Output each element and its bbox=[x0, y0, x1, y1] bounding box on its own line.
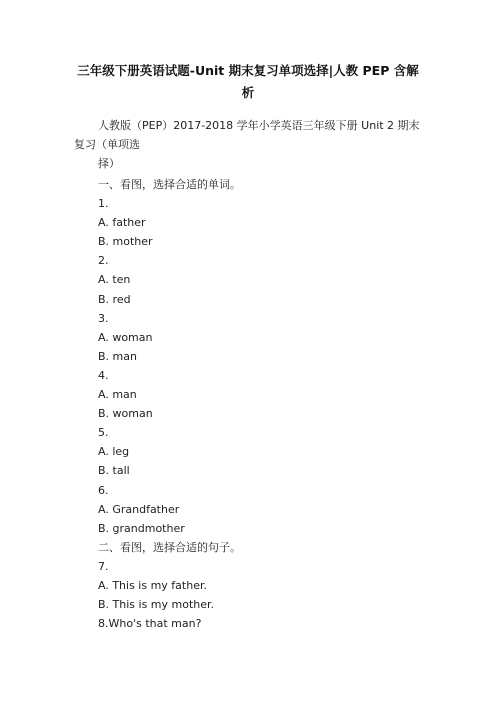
question-number: 4. bbox=[98, 368, 109, 382]
option-a: A. Grandfather bbox=[98, 502, 180, 516]
question-list bbox=[98, 175, 241, 633]
question-number: 5. bbox=[98, 426, 109, 440]
question-number: 1. bbox=[98, 197, 109, 211]
option-a: A. This is my father. bbox=[98, 578, 207, 592]
question-number: 3. bbox=[98, 311, 109, 325]
title-line-2: 析 bbox=[241, 85, 255, 100]
intro-line-3: 择） bbox=[98, 157, 120, 170]
intro-line-2: 复习（单项选 bbox=[74, 138, 140, 151]
title-line-1: 三年级下册英语试题-Unit 期末复习单项选择|人教 PEP 含解 bbox=[77, 63, 419, 78]
option-b: B. woman bbox=[98, 407, 153, 421]
option-a: A. ten bbox=[98, 273, 131, 287]
document-title bbox=[60, 60, 436, 104]
option-b: B. red bbox=[98, 292, 131, 306]
option-b: B. grandmother bbox=[98, 521, 185, 535]
option-b: B. man bbox=[98, 349, 137, 363]
option-b: B. tall bbox=[98, 464, 130, 478]
option-a: A. father bbox=[98, 216, 146, 230]
option-a: A. leg bbox=[98, 445, 130, 459]
section-heading: 一、看图，选择合适的单词。 bbox=[98, 178, 241, 191]
question-text: 8.Who's that man? bbox=[98, 617, 202, 631]
intro-line-1: 人教版（PEP）2017-2018 学年小学英语三年级下册 Unit 2 期末 bbox=[98, 119, 420, 132]
intro-paragraph bbox=[74, 116, 436, 173]
question-number: 6. bbox=[98, 483, 109, 497]
question-number: 7. bbox=[98, 559, 109, 573]
option-b: B. This is my mother. bbox=[98, 598, 215, 612]
section-heading: 二、看图，选择合适的句子。 bbox=[98, 540, 241, 554]
option-a: A. woman bbox=[98, 330, 153, 344]
question-number: 2. bbox=[98, 254, 109, 268]
option-b: B. mother bbox=[98, 235, 153, 249]
option-a: A. man bbox=[98, 388, 137, 402]
